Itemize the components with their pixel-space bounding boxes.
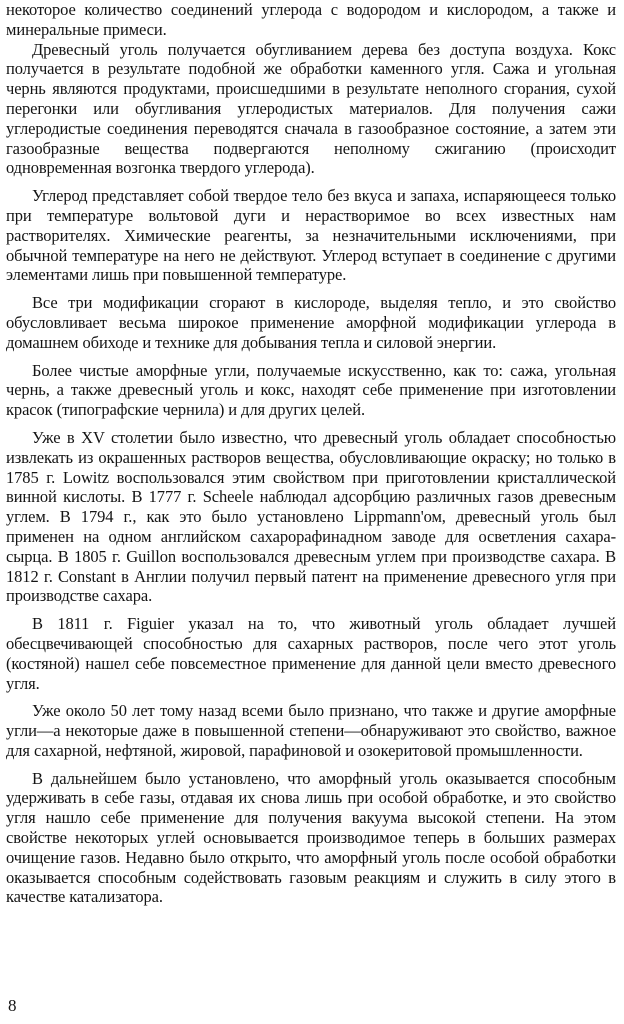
paragraph: В 1811 г. Figuier указал на то, что животный уголь обладает лучшей обесцвечивающей способностью для сахарных растворов, после чего этот уголь (костяной) нашел себе повсеместное применение для данной цели вместо древесного угля. — [6, 614, 616, 693]
paragraph: Уже около 50 лет тому назад всеми было признано, что также и другие аморфные угли—а некоторые даже в повышенной степени—обнаруживают это свойство, важное для сахарной, нефтяной, жировой, парафиновой и озокеритовой промышленности. — [6, 701, 616, 760]
paragraph: некоторое количество соединений углерода с водородом и кислородом, а также и минеральные примеси. — [6, 0, 616, 39]
paragraph: Уже в XV столетии было известно, что древесный уголь обладает способностью извлекать из окрашенных растворов вещества, обусловливающие окраску; но только в 1785 г. Lowitz воспользовался этим свойством при приготовлении кристаллической винной кислоты. В 1777 г. Scheele наблюдал адсорбцию различных газов древесным углем. В 1794 г., как это было установлено Lippmann'ом, древесный уголь был применен на одном английском сахарорафинадном заводе для осветления сахара-сырца. В 1805 г. Guillon воспользовался древесным углем при производстве сахара. В 1812 г. Constant в Англии получил первый патент на применение древесного угля при производстве сахара. — [6, 427, 616, 606]
page-number: 8 — [8, 996, 17, 1015]
paragraph: Древесный уголь получается обугливанием дерева без доступа воздуха. Кокс получается в результате подобной же обработки каменного угля. Сажа и угольная чернь являются продуктами, происшедшими в результате неполного сгорания, сухой перегонки или обугливания углеродистых материалов. Для получения сажи углеродистые соединения переводятся сначала в газообразное состояние, а затем эти газообразные вещества подвергаются неполному сжиганию (происходит одновременная возгонка твердого углерода). — [6, 39, 616, 178]
paragraph: Все три модификации сгорают в кислороде, выделяя тепло, и это свойство обусловливает весьма широкое применение аморфной модификации углерода в домашнем обиходе и технике для добывания тепла и силовой энергии. — [6, 293, 616, 352]
paragraph: Углерод представляет собой твердое тело без вкуса и запаха, испаряющееся только при температуре вольтовой дуги и нерастворимое во всех известных нам растворителях. Химические реагенты, за незначительными исключениями, при обычной температуре на него не действуют. Углерод вступает в соединение с другими элементами лишь при повышенной температуре. — [6, 186, 616, 285]
paragraph: В дальнейшем было установлено, что аморфный уголь оказывается способным удерживать в себе газы, отдавая их снова лишь при особой обработке, и это свойство угля нашло себе применение для получения вакуума высокой степени. На этом свойстве некоторых углей основывается производимое теперь в больших размерах очищение газов. Недавно было открыто, что аморфный уголь после особой обработки оказывается способным содействовать газовым реакциям и служить в силу этого в качестве катализатора. — [6, 768, 616, 907]
paragraph: Более чистые аморфные угли, получаемые искусственно, как то: сажа, угольная чернь, а также древесный уголь и кокс, находят себе применение при изготовлении красок (типографские чернила) и для других целей. — [6, 360, 616, 420]
page-body — [6, 0, 616, 907]
